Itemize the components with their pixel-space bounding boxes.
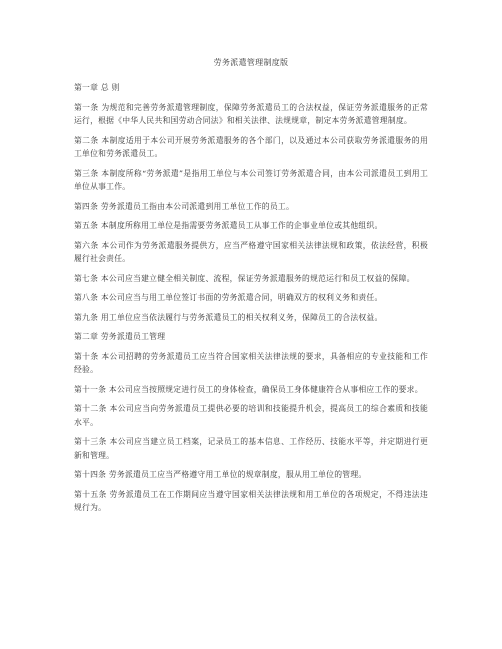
chapter-1-heading: 第一章 总 则 <box>74 83 120 92</box>
article-15: 第十五条 劳务派遣员工在工作期间应当遵守国家相关法律法规和用工单位的各项规定，不得违法违规行为。 <box>74 489 428 512</box>
article-13: 第十三条 本公司应当建立员工档案，记录员工的基本信息、工作经历、技能水平等，并定期进行更新和管理。 <box>74 437 428 460</box>
article-6: 第六条 本公司作为劳务派遣服务提供方，应当严格遵守国家相关法律法规和政策，依法经营，积极履行社会责任。 <box>74 240 428 263</box>
article-12: 第十二条 本公司应当向劳务派遣员工提供必要的培训和技能提升机会，提高员工的综合素质和技能水平。 <box>74 404 428 427</box>
article-9: 第九条 用工单位应当依法履行与劳务派遣员工的相关权利义务，保障员工的合法权益。 <box>74 312 383 322</box>
article-11: 第十一条 本公司应当按照规定进行员工的身体检查，确保员工身体健康符合从事相应工作的要求。 <box>74 384 423 394</box>
article-7: 第七条 本公司应当建立健全相关制度、流程，保证劳务派遣服务的规范运行和员工权益的保障。 <box>74 273 415 283</box>
document-title: 劳务派遣管理制度版 <box>213 58 289 67</box>
article-4: 第四条 劳务派遣员工指由本公司派遣到用工单位工作的员工。 <box>74 201 294 211</box>
article-5: 第五条 本制度所称用工单位是指需要劳务派遣员工从事工作的企事业单位或其他组织。 <box>74 221 383 230</box>
article-1: 第一条 为规范和完善劳务派遣管理制度，保障劳务派遣员工的合法权益，保证劳务派遣服务的正常运行，根据《中华人民共和国劳动合同法》和相关法律、法规规章，制定本劳务派遣管理制度。 <box>74 102 428 125</box>
chapter-2-heading: 第二章 劳务派遣员工管理 <box>74 332 166 341</box>
article-8: 第八条 本公司应当与用工单位签订书面的劳务派遣合同，明确双方的权利义务和责任。 <box>74 293 383 302</box>
article-14: 第十四条 劳务派遣员工应当严格遵守用工单位的规章制度，服从用工单位的管理。 <box>74 470 367 479</box>
article-10: 第十条 本公司招聘的劳务派遣员工应当符合国家相关法律法规的要求，具备相应的专业技能和工作经验。 <box>74 351 428 374</box>
article-2: 第二条 本制度适用于本公司开展劳务派遣服务的各个部门，以及通过本公司获取劳务派遣服务的用工单位和劳务派遣员工。 <box>74 135 428 158</box>
article-3: 第三条 本制度所称“劳务派遣”是指用工单位与本公司签订劳务派遣合同，由本公司派遣员工到用工单位从事工作。 <box>74 168 428 191</box>
